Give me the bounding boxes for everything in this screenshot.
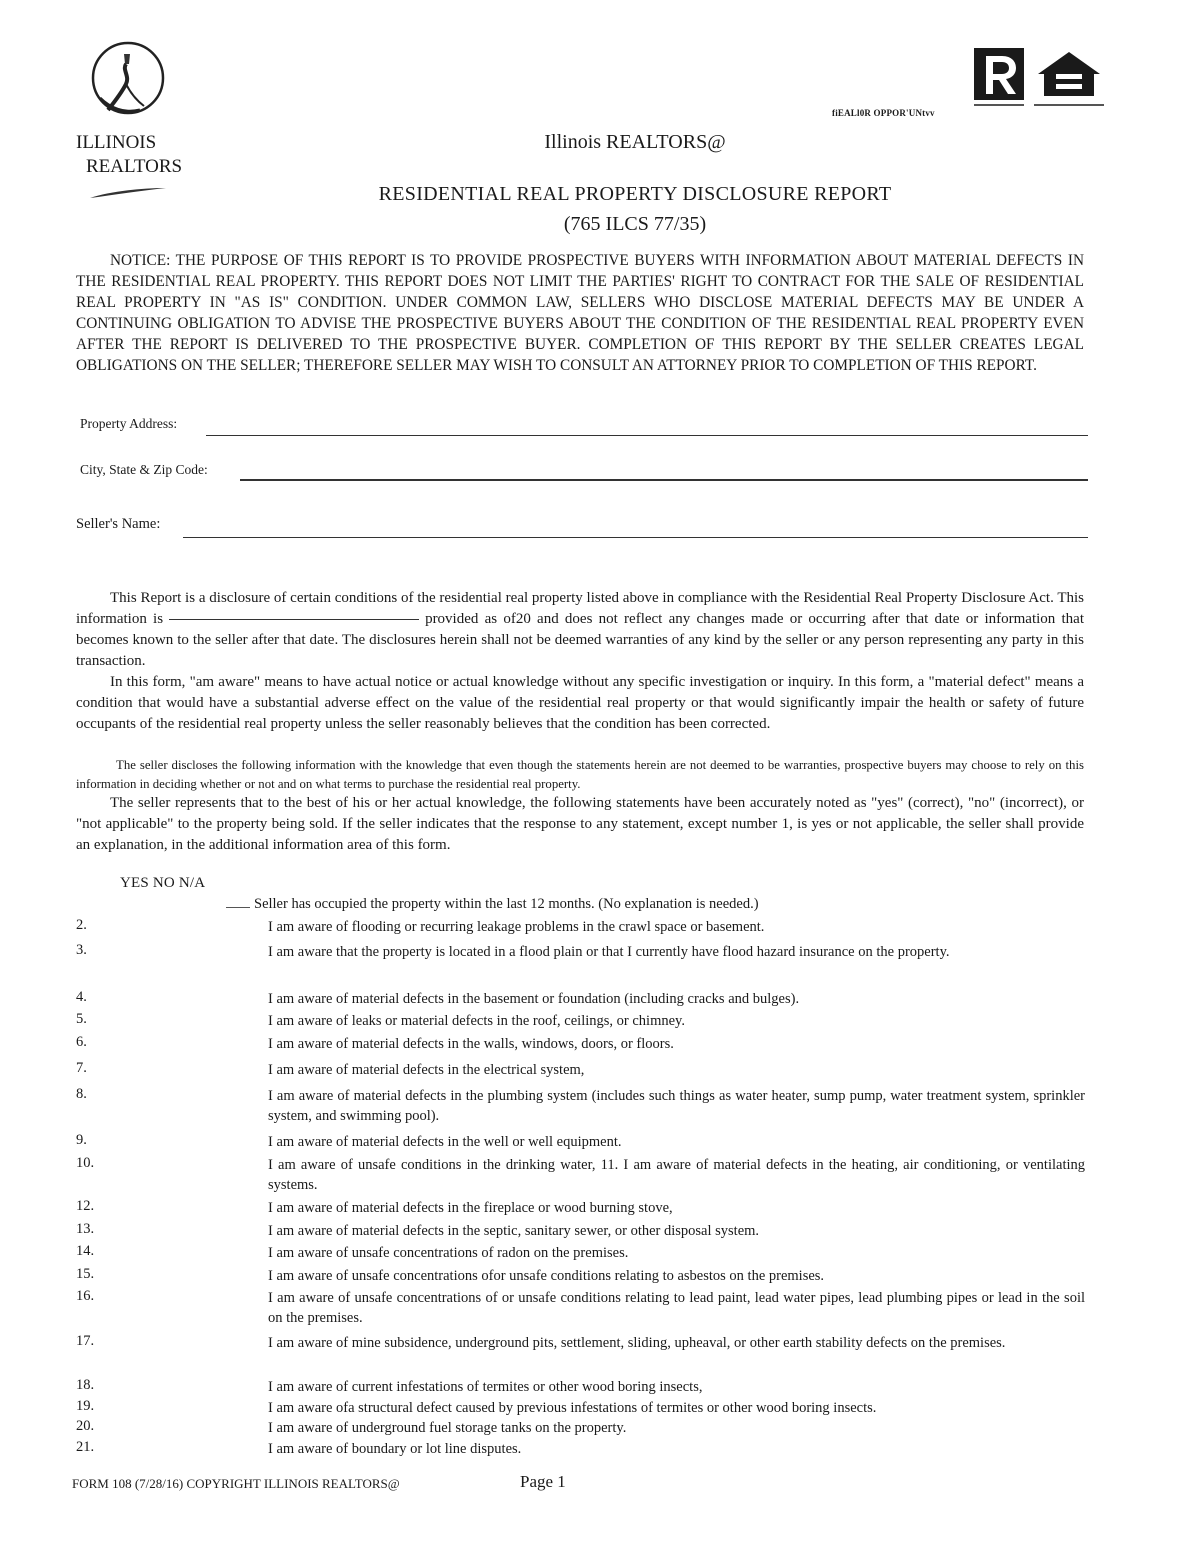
question-text: I am aware of unsafe concentrations ofor unsafe conditions relating to asbestos on the premises.	[268, 1268, 825, 1284]
city-state-zip-label: City, State & Zip Code:	[80, 462, 208, 477]
seller-name-label: Seller's Name:	[76, 516, 161, 532]
question-number: 6.	[76, 1034, 87, 1050]
property-address-label: Property Address:	[80, 416, 178, 431]
question-text: I am aware ofa structural defect caused by previous infestations of termites or other wood boring insects.	[268, 1400, 877, 1416]
header-org-title: Illinois REALTORS@	[544, 131, 726, 153]
question-text: I am aware of flooding or recurring leakage problems in the crawl space or basement.	[268, 919, 765, 935]
footer-form-info: FORM 108 (7/28/16) COPYRIGHT ILLINOIS REALTORS@	[72, 1476, 400, 1491]
equal-housing-logo-icon	[1034, 48, 1104, 106]
question-text: I am aware of material defects in the well or well equipment.	[268, 1134, 622, 1150]
question-number: 17.	[76, 1333, 95, 1349]
question-text: I am aware of material defects in the basement or foundation (including cracks and bulges).	[268, 991, 800, 1007]
question-number: 16.	[76, 1288, 95, 1304]
city-state-zip-field[interactable]	[240, 479, 1088, 481]
question-text: I am aware of unsafe concentrations of radon on the premises.	[268, 1245, 629, 1261]
question-text: I am aware of material defects in the electrical system,	[268, 1062, 585, 1078]
disclosure-paragraph	[76, 588, 1084, 672]
question-text: I am aware of mine subsidence, underground pits, settlement, sliding, upheaval, or other earth stability defects on the premises.	[268, 1335, 1006, 1351]
question-number: 7.	[76, 1060, 87, 1076]
org-name-line1: ILLINOIS	[76, 132, 157, 153]
question-number: 21.	[76, 1439, 95, 1455]
realtor-r-logo-icon	[974, 48, 1024, 106]
representation-paragraph: The seller represents that to the best of his or her actual knowledge, the following statements have been accurately noted as "yes" (correct), "no" (incorrect), or "not applicable" to the property being sold. If the seller indicates that the response to any statement, except number 1, is yes or not applicable, the seller shall provide an explanation, in the additional information area of this form.	[76, 795, 1084, 853]
question-number: 19.	[76, 1398, 95, 1414]
question-number: 18.	[76, 1377, 95, 1393]
header-logos	[972, 46, 1106, 112]
question-number: 3.	[76, 942, 87, 958]
property-address-field[interactable]	[206, 435, 1088, 436]
question-number: 20.	[76, 1418, 95, 1434]
reliance-paragraph: The seller discloses the following information with the knowledge that even though the statements herein are not deemed to be warranties, prospective buyers may choose to rely on this information in deciding whether or not and on what terms to purchase the residential real property.	[76, 758, 1084, 791]
page-title: RESIDENTIAL REAL PROPERTY DISCLOSURE REPORT	[378, 183, 892, 205]
question-number: 10.	[76, 1155, 95, 1171]
question-number: 8.	[76, 1086, 87, 1102]
question-text: I am aware of material defects in the fireplace or wood burning stove,	[268, 1200, 673, 1216]
yes-no-na-header: YES NO N/A	[120, 875, 206, 891]
seller-name-field[interactable]	[183, 537, 1088, 538]
definitions-paragraph: In this form, "am aware" means to have actual notice or actual knowledge without any specific investigation or inquiry. In this form, a "material defect" means a condition that would have a substantial adverse effect on the value of the residential real property or that would significantly impair the health or safety of future occupants of the residential real property unless the seller reasonably believes that the condition has been corrected.	[76, 674, 1084, 732]
question-text: I am aware of material defects in the walls, windows, doors, or floors.	[268, 1036, 674, 1052]
question-text: I am aware of material defects in the septic, sanitary sewer, or other disposal system.	[268, 1223, 760, 1239]
question-number: 4.	[76, 989, 87, 1005]
q1-answer-line[interactable]	[226, 907, 250, 908]
question-number: 12.	[76, 1198, 95, 1214]
disclosure-text-part2: provided as of20 and does not reflect any changes made or occurring after that date or information that becomes known to the seller after that date. The disclosures herein shall not be deemed warranties of any kind by the seller or any person representing any party in this transaction.	[76, 611, 1085, 669]
question-number: 14.	[76, 1243, 95, 1259]
date-provided-field[interactable]	[169, 619, 419, 620]
question-text: I am aware of underground fuel storage tanks on the property.	[268, 1420, 627, 1436]
question-number: 13.	[76, 1221, 95, 1237]
question-text: I am aware that the property is located in a flood plain or that I currently have flood hazard insurance on the property.	[268, 944, 950, 960]
org-name-line2: REALTORS	[86, 156, 183, 177]
footer-page-number: Page 1	[520, 1472, 566, 1491]
disclosure-text-part1: This Report is a disclosure of certain conditions of the residential real property listed above in compliance with the Residential Real Property Disclosure Act. This information is	[76, 590, 1084, 627]
question-number: 15.	[76, 1266, 95, 1282]
question-text: I am aware of unsafe concentrations of or unsafe conditions relating to lead paint, lead water pipes, lead plumbing pipes or lead in the soil on the premises.	[268, 1290, 1085, 1326]
notice-paragraph: NOTICE: THE PURPOSE OF THIS REPORT IS TO PROVIDE PROSPECTIVE BUYERS WITH INFORMATION ABOUT MATERIAL DEFECTS IN THE RESIDENTIAL REAL PROPERTY. THIS REPORT DOES NOT LIMIT THE PARTIES' RIGHT TO CONTRACT FOR THE SALE OF RESIDENTIAL REAL PROPERTY IN "AS IS" CONDITION. UNDER COMMON LAW, SELLERS WHO DISCLOSE MATERIAL DEFECTS MAY BE UNDER A CONTINUING OBLIGATION TO ADVISE THE PROSPECTIVE BUYERS ABOUT THE CONDITION OF THE RESIDENTIAL REAL PROPERTY EVEN AFTER THE REPORT IS DELIVERED TO THE PROSPECTIVE BUYER. COMPLETION OF THIS REPORT BY THE SELLER CREATES LEGAL OBLIGATIONS ON THE SELLER; THEREFORE SELLER MAY WISH TO CONSULT AN ATTORNEY PRIOR TO COMPLETION OF THIS REPORT.	[76, 252, 1084, 374]
question-number: 2.	[76, 917, 87, 933]
question-text: I am aware of boundary or lot line disputes.	[268, 1441, 522, 1457]
question-text: I am aware of leaks or material defects in the roof, ceilings, or chimney.	[268, 1013, 685, 1029]
question-number: 5.	[76, 1011, 87, 1027]
question-text: I am aware of material defects in the plumbing system (includes such things as water heater, sump pump, water treatment system, sprinkler system, and swimming pool).	[268, 1088, 1085, 1124]
fine-print-label: fiEALl0R OPPOR'UNtvv	[832, 108, 935, 118]
question-text: I am aware of current infestations of termites or other wood boring insects,	[268, 1379, 703, 1395]
question-number: 9.	[76, 1132, 87, 1148]
question-text: Seller has occupied the property within the last 12 months. (No explanation is needed.)	[254, 896, 759, 912]
torch-logo-icon	[86, 40, 170, 124]
page-subtitle: (765 ILCS 77/35)	[563, 213, 707, 235]
question-text: I am aware of unsafe conditions in the drinking water, 11. I am aware of material defects in the heating, air conditioning, or ventilating systems.	[268, 1157, 1085, 1193]
